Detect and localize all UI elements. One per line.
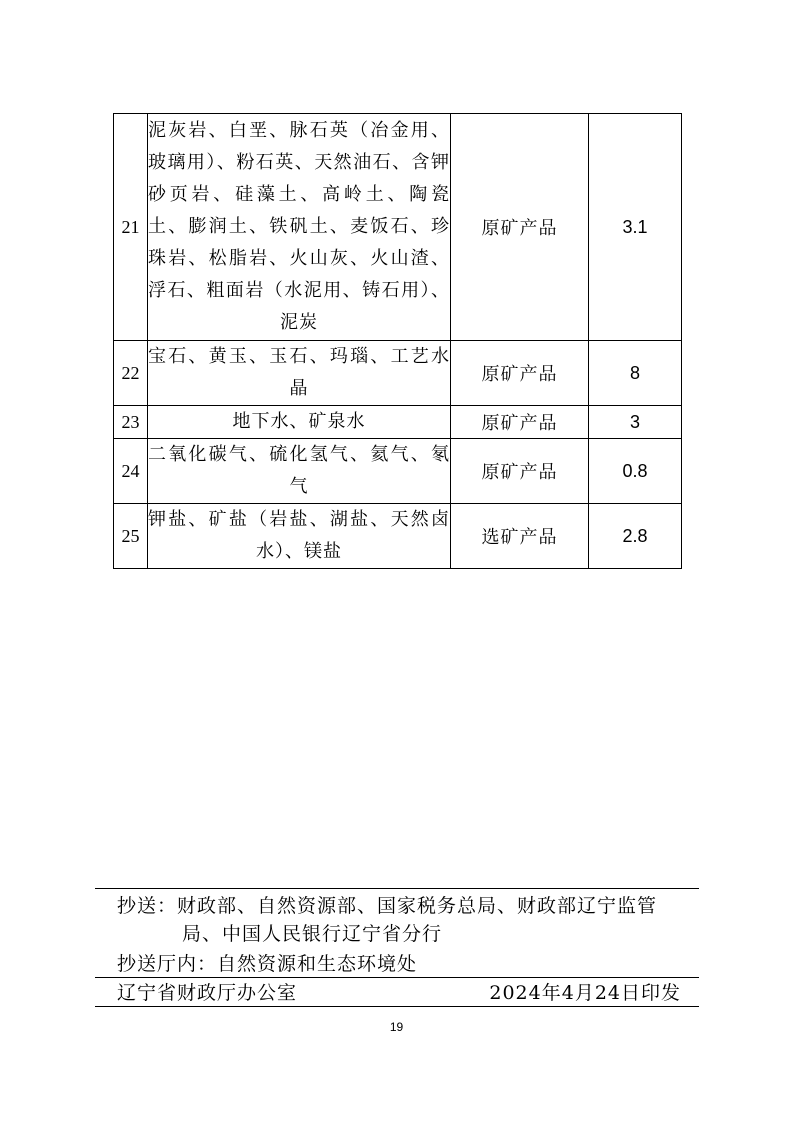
mineral-name: 钾盐、矿盐（岩盐、湖盐、天然卤水）、镁盐 (148, 504, 451, 569)
tax-rate: 8 (589, 341, 682, 406)
tax-object: 原矿产品 (451, 439, 589, 504)
mineral-name: 宝石、黄玉、玉石、玛瑙、工艺水晶 (148, 341, 451, 406)
table-row (114, 114, 682, 341)
table-row (114, 341, 682, 406)
tax-object: 原矿产品 (451, 341, 589, 406)
cc-recipients-line1: 抄送：财政部、自然资源部、国家税务总局、财政部辽宁监管 (117, 895, 658, 917)
page-number: 19 (389, 1020, 404, 1034)
footer-bottom-rule (95, 1006, 699, 1007)
row-number: 21 (114, 114, 148, 341)
mineral-name: 地下水、矿泉水 (148, 406, 451, 439)
resource-tax-rate-table (113, 113, 682, 569)
tax-object: 原矿产品 (451, 406, 589, 439)
table-row (114, 504, 682, 569)
cc-recipients-line2: 局、中国人民银行辽宁省分行 (182, 923, 443, 945)
mineral-name: 泥灰岩、白垩、脉石英（冶金用、玻璃用）、粉石英、天然油石、含钾砂页岩、硅藻土、高岭土、陶瓷土、膨润土、铁矾土、麦饭石、珍珠岩、松脂岩、火山灰、火山渣、浮石、粗面岩（水泥用、铸石用）、泥炭 (148, 114, 451, 341)
tax-rate: 3 (589, 406, 682, 439)
mineral-name: 二氧化碳气、硫化氢气、氦气、氡气 (148, 439, 451, 504)
tax-object: 原矿产品 (451, 114, 589, 341)
issue-date: 2024年4月24日印发 (489, 982, 681, 1004)
issuing-office: 辽宁省财政厅办公室 (117, 982, 298, 1004)
cc-internal: 抄送厅内：自然资源和生态环境处 (117, 953, 418, 975)
footer-top-rule (95, 888, 699, 889)
row-number: 24 (114, 439, 148, 504)
row-number: 22 (114, 341, 148, 406)
tax-rate: 0.8 (589, 439, 682, 504)
table-row (114, 439, 682, 504)
tax-rate: 2.8 (589, 504, 682, 569)
tax-object: 选矿产品 (451, 504, 589, 569)
row-number: 25 (114, 504, 148, 569)
table-row (114, 406, 682, 439)
row-number: 23 (114, 406, 148, 439)
tax-rate: 3.1 (589, 114, 682, 341)
